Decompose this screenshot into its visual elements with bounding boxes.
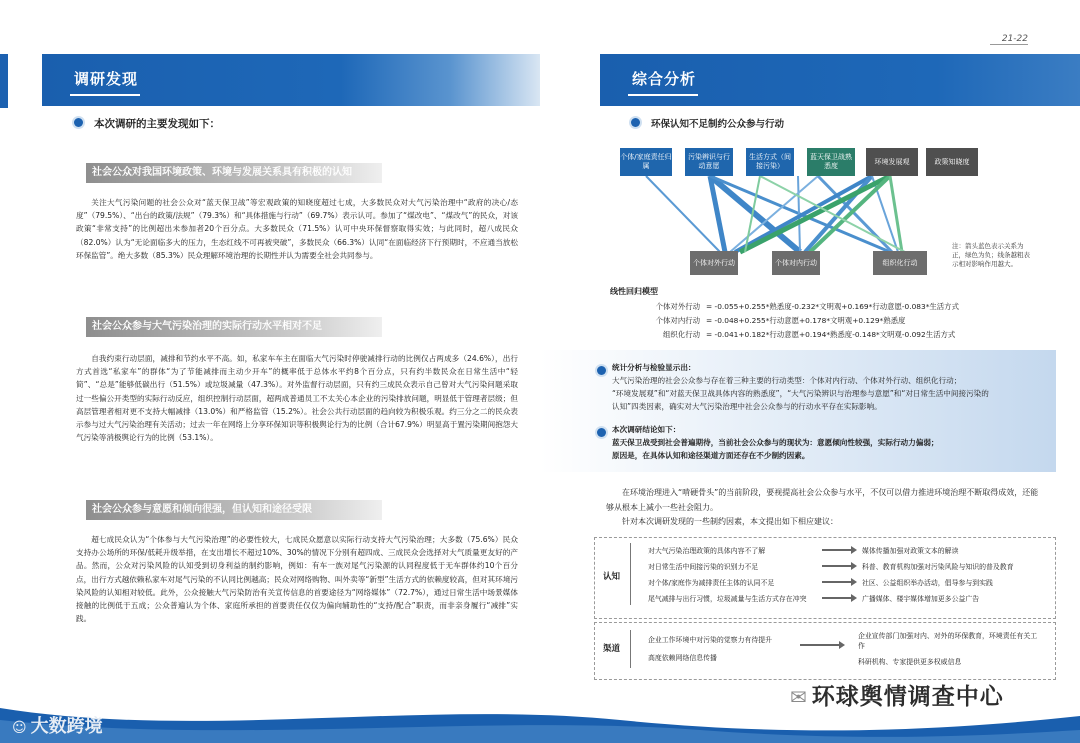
negative-arrow	[890, 176, 902, 252]
section-body-1	[76, 196, 518, 262]
recommendation-problem: 尾气减排与出行习惯，垃圾减量与生活方式存在冲突	[648, 595, 807, 603]
node-responsibility: 个体/家庭责任归属	[620, 148, 672, 176]
findings-stat-line: 大气污染治理的社会公众参与存在着三种主要的行动类型：个体对内行动、个体对外行动、组织化行动；	[612, 376, 962, 385]
node-bluesky-familiarity: 蓝天保卫战熟悉度	[807, 148, 855, 176]
right-banner	[600, 54, 1080, 106]
recommendation-intro-line: 在环境治理进入“啃硬骨头”的当前阶段，要视提高社会公众参与水平，不仅可以借力推进环境治理不断取得成效，还能	[622, 488, 1039, 497]
right-banner-underline	[628, 94, 698, 96]
brand-logo-right-text: 环球舆情调查中心	[811, 684, 1004, 710]
section-paragraph: 超七成民众认为“个体参与大气污染治理”的必要性较大，七成民众愿意以实际行动支持大气污染治理；大多数（75.6%）民众支持办公场所的环保/低耗升级举措，在支出增长不超过10%、30%的情况下分别有超四成、三成民众会选择对大气质量更友好的产品。然而，公众对污染风险的认知受到切身利益的制约影响，例如：有车一族对尾气污染源的认同程度低于无车群体约10个百分点，出行方式越依赖私家车对尾气污染的不认同比例越高；民众对网络购物、叫外卖等“新型”生活方式的依赖度较高，但对其环境污染风险的认知相对较低。此外，公众接触大气污染防治有关宣传信息的首要途径为“网络媒体”（72.7%），通过日常生活中场景媒体接触的比例低于五成；公众普遍认为个体、家庭所承担的首要责任仅仅为偏向辅助性的“支持/配合”职责，而非亲身履行“减排”实践。	[76, 535, 518, 624]
regression-formula: = -0.041+0.182*行动意愿+0.194*熟悉度-0.148*文明观-0.092生活方式	[706, 330, 956, 339]
node-development-view: 环境发展观	[866, 148, 918, 176]
arrow-right-icon	[822, 597, 852, 599]
recommendation-solution: 广播媒体、楼宇媒体增加更多公益广告	[862, 595, 980, 603]
brand-logo-left-text: 大数跨境	[30, 716, 103, 737]
recommendation-problem: 对大气污染治理政策的具体内容不了解	[648, 547, 766, 555]
findings-stat-line: “环境发展观”和“对蓝天保卫战具体内容的熟悉度”，“大气污染辨识与治理参与意愿”和“对日常生活中间接污染的	[612, 389, 989, 398]
regression-row	[600, 329, 955, 340]
arrow-right-icon	[822, 581, 852, 583]
brand-logo-left	[12, 712, 103, 738]
regression-formula: = -0.048+0.255*行动意愿+0.178*文明观+0.129*熟悉度	[706, 316, 906, 325]
diagram-note: 注：箭头蓝色表示关系为正，绿色为负；线条越粗表示相对影响作用越大。	[952, 242, 1030, 268]
node-internal-action: 个体对内行动	[772, 251, 820, 275]
recommendation-intro-line: 针对本次调研发现的一些制约因素，本文提出如下相应建议：	[622, 517, 838, 526]
recommendation-problem: 对个体/家庭作为减排责任主体的认同不足	[648, 579, 775, 587]
left-banner-title: 调研发现	[74, 70, 139, 88]
bullet-icon	[597, 366, 606, 375]
findings-conclusion	[612, 423, 1052, 462]
left-edge-accent	[0, 54, 8, 108]
left-banner-underline	[70, 94, 140, 96]
findings-stat	[612, 361, 1052, 413]
logo-mark-icon: ☺	[12, 720, 27, 736]
recommendation-solution: 科普、教育机构加强对污染风险与知识的普及教育	[862, 563, 1014, 571]
bullet-icon	[597, 428, 606, 437]
diagram-title: 环保认知不足制约公众参与行动	[651, 119, 785, 130]
section-paragraph: 自我约束行动层面，减排和节约水平不高。如，私家车车主在面临大气污染时停驶减排行动的比例仅占两成多（24.6%），出行方式首选“私家车”的群体“为了节能减排而主动少开车”的概率低于总体水平约8个百分点，只有约半数民众在日常生活中“轻简”、“总是”能够低碳出行（51.5%）或垃圾减量（47.3%）。对外监督行动层面，只有约三成民众表示自己曾对大气污染问题采取过一些偏公开类型的实际行动反应，组织控制行动层面，超两成普通员工不太关心本企业的污染排放问题，明显低于管理者层级；但高层管理者相对更不支持大幅减排（13.0%）和严格监管（15.2%）。社会公共行动层面的趋向较为积极乐观。约三分之二的民众表示参与过大气污染治理有关活动；过去一年在网络上分享环保知识等积极舆论行为的比例（合计67.9%）明显高于置污染期间抱怨大气污染等消极舆论行为的比例（53.1%）。	[76, 354, 518, 443]
findings-conclusion-line: 原因是，在具体认知和途径渠道方面还存在不少制约因素。	[612, 451, 810, 460]
recommendation-solution: 社区、公益组织举办活动，倡导参与到实践	[862, 579, 993, 587]
section-heading-3: 社会公众参与意愿和倾向很强，但认知和途径受限	[86, 500, 382, 520]
wechat-icon: ✉	[790, 685, 808, 709]
recommendation-intro-line: 够从根本上减小一些社会阻力。	[606, 502, 718, 512]
section-body-3	[76, 533, 518, 625]
page-number: 21-22	[990, 34, 1028, 45]
bullet-icon	[74, 118, 83, 127]
section-body-2	[76, 352, 518, 444]
node-pollution-intent: 污染辨识与行动意愿	[685, 148, 733, 176]
recommendation-category: 认知	[603, 572, 621, 582]
recommendation-intro	[606, 486, 1056, 530]
recommendation-problem: 对日常生活中间接污染的识别力不足	[648, 563, 759, 571]
section-heading-1: 社会公众对我国环境政策、环境与发展关系具有积极的认知	[86, 163, 382, 183]
positive-arrow	[646, 176, 720, 252]
node-lifestyle: 生活方式（间接污染）	[746, 148, 794, 176]
left-intro: 本次调研的主要发现如下：	[94, 118, 220, 130]
regression-formula: = -0.055+0.255*熟悉度-0.232*文明观+0.169*行动意愿-0.083*生活方式	[706, 302, 959, 311]
recommendation-problem: 高度依赖网络信息传播	[648, 654, 717, 662]
regression-label: 个体对外行动	[655, 302, 700, 311]
right-banner-title: 综合分析	[632, 70, 697, 88]
node-external-action: 个体对外行动	[690, 251, 738, 275]
regression-row	[600, 315, 905, 326]
bullet-icon	[631, 118, 640, 127]
regression-label: 个体对内行动	[655, 316, 700, 325]
recommendation-solution: 媒体传播加强对政策文本的解读	[862, 547, 959, 555]
negative-arrow	[760, 176, 905, 252]
section-paragraph: 关注大气污染问题的社会公众对“蓝天保卫战”等宏观政策的知晓度超过七成，大多数民众对大气污染治理中“政府的决心/态度”（79.5%）、“出台的政策/法规”（79.3%）和“具体措施与行动”（69.7%）表示认可。参加了“煤改电”、“煤改气”的民众，对该政策“非常支持”的比例超出未参加者20个百分点。大多数民众（71.5%）认可中央环保督察取得实效；与此同时，超八成民众（82.0%）认为“无论面临多大的压力，生态红线不可再被突破”，多数民众（66.3%）认同“在面临经济下行预期时，不应通当放松环保监管”。绝大多数（85.3%）民众理解环境治理的长期性并认为需要全社会共同参与。	[76, 198, 518, 260]
regression-label: 组织化行动	[663, 330, 700, 339]
section-heading-2: 社会公众参与大气污染治理的实际行动水平相对不足	[86, 317, 382, 337]
brand-logo-right	[790, 678, 1004, 711]
node-organized-action: 组织化行动	[873, 251, 927, 275]
arrow-right-icon	[822, 565, 852, 567]
recommendation-solution: 科研机构、专家提供更多权威信息	[858, 658, 962, 666]
findings-conclusion-line: 蓝天保卫战受到社会普遍期待，当前社会公众参与的现状为：意愿倾向性较强，实际行动力偏弱；	[612, 438, 939, 447]
arrow-right-icon	[800, 644, 840, 646]
bracket-divider	[630, 543, 633, 605]
findings-stat-line: 认知”四类因素，确实对大气污染治理中社会公众参与的行动水平存在实际影响。	[612, 402, 882, 411]
regression-row	[600, 301, 959, 312]
recommendation-category: 渠道	[603, 644, 621, 654]
recommendation-solution: 企业宣传部门加强对内、对外的环保教育，环境责任有关工作	[858, 632, 1038, 650]
findings-stat-title: 统计分析与检验显示出：	[612, 363, 696, 372]
left-banner	[42, 54, 540, 106]
bracket-divider	[630, 630, 633, 668]
arrow-right-icon	[822, 549, 852, 551]
findings-conclusion-title: 本次调研结论如下：	[612, 425, 681, 434]
recommendation-problem: 企业工作环境中对污染的觉察力有待提升	[648, 636, 773, 644]
node-policy-awareness: 政策知晓度	[926, 148, 978, 176]
regression-title: 线性回归模型	[610, 287, 658, 296]
